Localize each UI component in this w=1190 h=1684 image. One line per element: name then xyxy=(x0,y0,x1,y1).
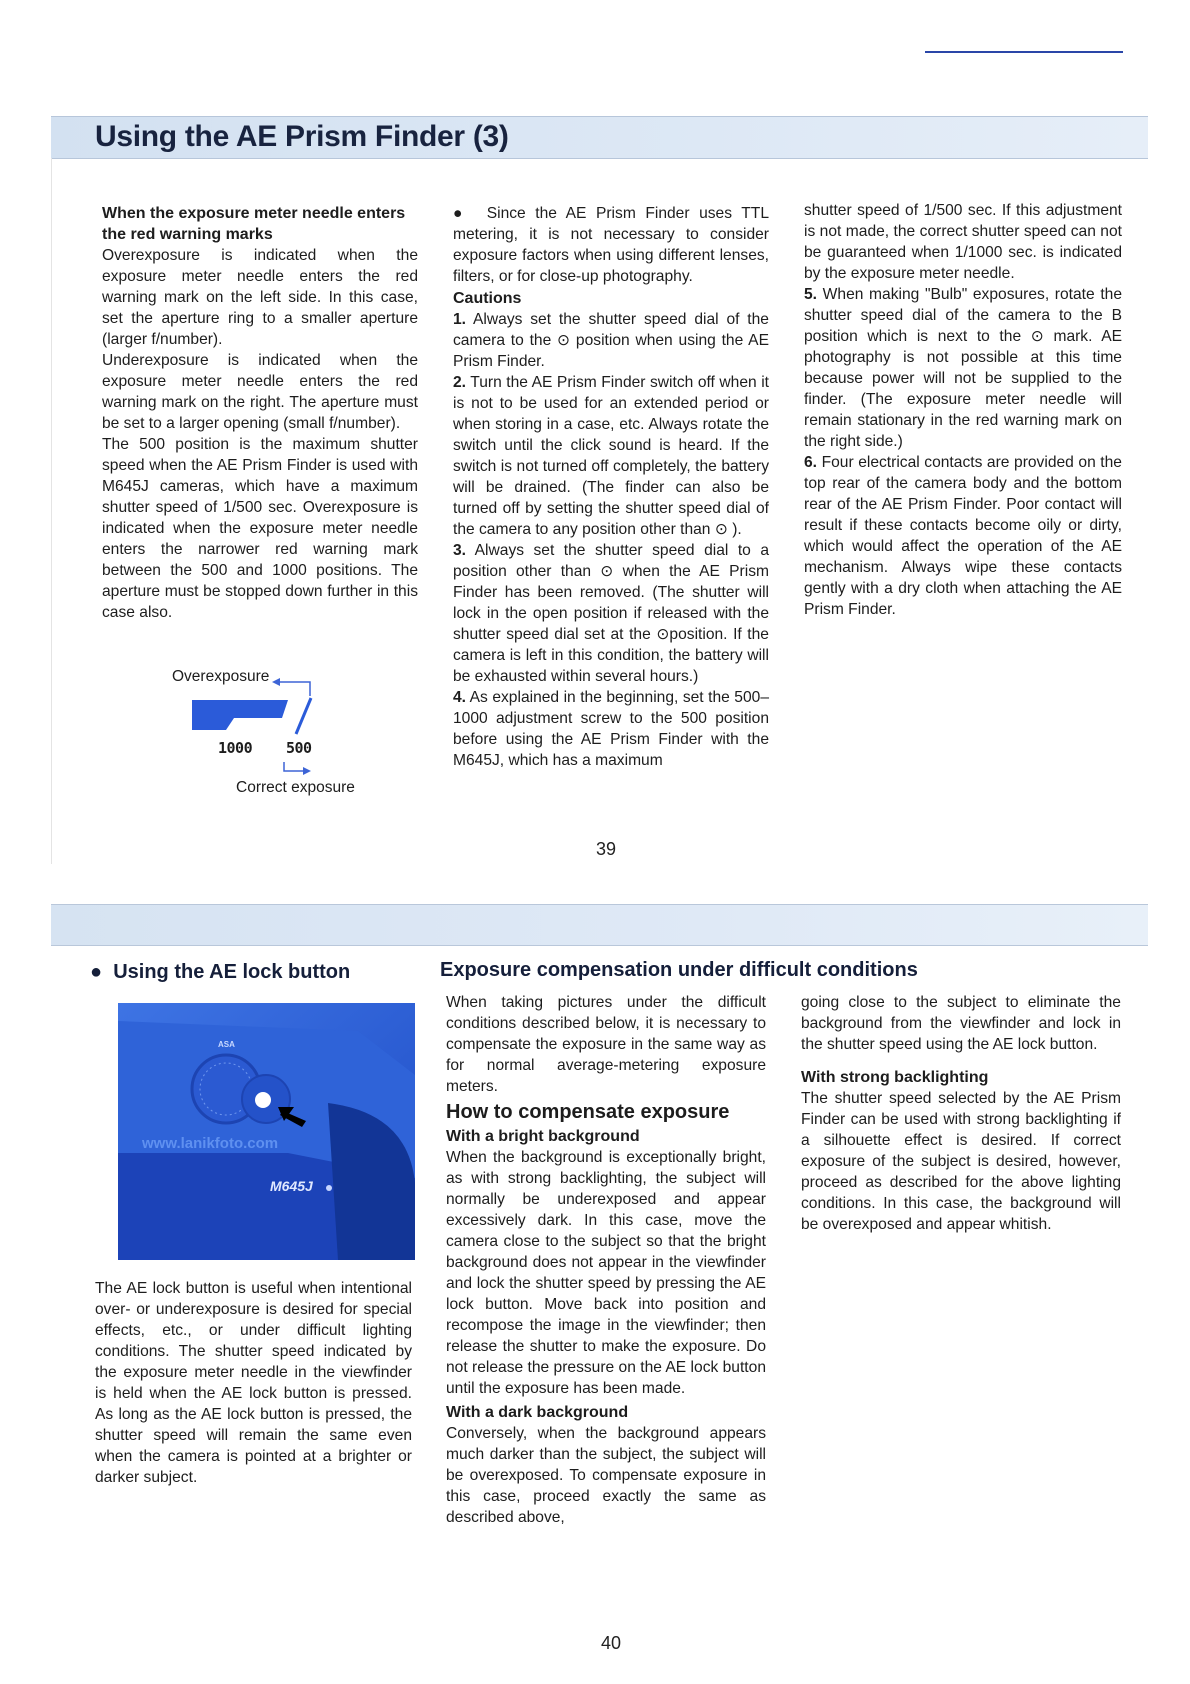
camera-photo xyxy=(118,1003,415,1260)
caution-4-continued: shutter speed of 1/500 sec. If this adjustment is not made, the correct shutter speed can not be guaranteed when 1/1000 sec. is indicated by the exposure meter needle. xyxy=(804,202,1122,282)
cautions-heading: Cautions xyxy=(453,290,522,307)
scale-500-label: 500 xyxy=(286,739,312,757)
dark-background-heading: With a dark background xyxy=(446,1404,629,1421)
section-heading: When the exposure meter needle enters the red warning marks xyxy=(102,205,406,243)
paragraph-overexposure: Overexposure is indicated when the exposure meter needle enters the red warning mark on the left side. In this case, set the aperture ring to a smaller aperture (larger f/number). xyxy=(102,247,418,348)
caution-1-number: 1. xyxy=(453,311,467,328)
caution-6-number: 6. xyxy=(804,454,818,471)
top-rule xyxy=(925,51,1123,53)
paragraph-500-position: The 500 position is the maximum shutter speed when the AE Prism Finder is used with M645J cameras, which have a maximum shutter speed of 1/500 sec. Overexposure is indicated when the exposure meter needle enters the narrower red warning mark between the 500 and 1000 positions. The aperture must be stopped down further in this case also. xyxy=(102,436,418,621)
camera-illustration xyxy=(118,1003,415,1260)
asa-label: ASA xyxy=(218,1040,235,1049)
left-margin-rule xyxy=(51,158,52,864)
caution-1-text-b: position when using the AE Prism Finder. xyxy=(453,332,769,370)
ae-lock-paragraph: The AE lock button is useful when intentional over- or underexposure is desired for special effects, etc., or under difficult lighting conditions. The shutter speed indicated by the exposure meter needle in the viewfinder is held when the AE lock button is pressed. As long as the AE lock button is pressed, the shutter speed will remain the same even when the camera is pointed at a brighter or darker subject. xyxy=(95,1280,412,1486)
auto-position-icon: ⊙ xyxy=(714,521,728,538)
model-badge: M645J xyxy=(270,1178,313,1194)
dark-background-text: Conversely, when the background appears much darker than the subject, the subject will be overexposed. To compensate exposure in this case, proceed exactly the same as described above, xyxy=(446,1425,766,1526)
auto-position-icon: ⊙ xyxy=(557,332,571,349)
ae-lock-button xyxy=(255,1092,271,1108)
bullet-dot: ● xyxy=(453,205,487,222)
caution-5-text-a: When making "Bulb" exposures, rotate the shutter speed dial of the camera to the B position which is next to the xyxy=(804,286,1123,345)
caution-1-text-a: Always set the shutter speed dial of the camera to the xyxy=(453,311,769,349)
compensation-title: Exposure compensation under difficult conditions xyxy=(440,959,918,981)
ae-lock-title xyxy=(90,961,350,984)
ae-lock-text xyxy=(95,1278,412,1488)
column-cautions-continued xyxy=(804,200,1122,620)
overexposure-label: Overexposure xyxy=(172,668,270,685)
caution-2-number: 2. xyxy=(453,374,467,391)
bright-background-text: When the background is exceptionally bright, as with strong backlighting, the subject will normally be underexposed and appear excessively dark. In this case, move the camera close to the subject so that the bright background does not appear in the viewfinder and lock the shutter speed by pressing the AE lock button. Move back into position and recompose the image in the viewfinder; then release the shutter to make the exposure. Do not release the pressure on the AE lock button until the exposure has been made. xyxy=(446,1149,766,1397)
correct-arrow-head xyxy=(303,767,311,775)
bullet-dot: ● xyxy=(90,961,114,983)
caution-3 xyxy=(453,540,769,687)
correct-exposure-label: Correct exposure xyxy=(236,779,355,796)
caution-4-number: 4. xyxy=(453,689,467,706)
section-band xyxy=(51,904,1148,946)
paragraph-underexposure: Underexposure is indicated when the exposure meter needle enters the red warning mark on the right. The aperture must be set to a larger opening (small f/number). xyxy=(102,352,418,432)
column-warning-marks xyxy=(102,203,418,623)
caution-3-number: 3. xyxy=(453,542,467,559)
page-title: Using the AE Prism Finder (3) xyxy=(95,120,509,153)
caution-3-text-c: position. If the camera is left in this condition, the battery will be exhausted within several hours.) xyxy=(453,626,769,685)
scale-1000-label: 1000 xyxy=(218,739,253,757)
title-band xyxy=(51,116,1148,159)
body-screw xyxy=(326,1185,332,1191)
over-arrow-head xyxy=(272,678,280,686)
backlighting-heading: With strong backlighting xyxy=(801,1069,989,1086)
bullet-ttl xyxy=(453,203,769,287)
intro-paragraph: When taking pictures under the difficult conditions described below, it is necessary to compensate the exposure in the same way as for normal average-metering exposure meters. xyxy=(446,994,766,1095)
caution-3-text-b: when the AE Prism Finder has been removed. (The shutter will lock in the open position if released with the shutter speed dial set at the xyxy=(453,563,769,643)
column-cautions xyxy=(453,203,769,771)
meter-needle xyxy=(296,698,311,734)
compensation-column-continued xyxy=(801,992,1121,1235)
caution-4 xyxy=(453,687,769,771)
page-number-40: 40 xyxy=(601,1633,622,1653)
dark-background-continued: going close to the subject to eliminate the background from the viewfinder and lock in the shutter speed using the AE lock button. xyxy=(801,994,1121,1053)
caution-6-text: Four electrical contacts are provided on the top rear of the camera body and the bottom rear of the AE Prism Finder. Poor contact will result if these contacts become oily or dirty, which would affect the operation of the AE mechanism. Always wipe these contacts gently with a dry cloth when attaching the AE Prism Finder. xyxy=(804,454,1122,618)
how-to-heading: How to compensate exposure xyxy=(446,1101,730,1123)
caution-4-text: As explained in the beginning, set the 500–1000 adjustment screw to the 500 position before using the AE Prism Finder with the M645J, which has a maximum xyxy=(453,689,769,769)
warning-mark-shape xyxy=(192,700,288,730)
page-number-39: 39 xyxy=(596,839,617,859)
caution-2-text-a: Turn the AE Prism Finder switch off when it is not to be used for an extended period or when storing in a case, etc. Always rotate the switch until the click sound is heard. If the switch is not turned off completely, the battery will be drained. (The finder can also be turned off by setting the shutter speed dial of the camera to any position other than xyxy=(453,374,770,538)
over-arrow-line xyxy=(276,682,310,696)
caution-1 xyxy=(453,309,769,372)
caution-5 xyxy=(804,284,1122,452)
caution-5-text-b: mark. AE photography is not possible at this time because power will not be supplied to the finder. (The exposure meter needle will remain stationary in the red warning mark on the right side.) xyxy=(804,328,1122,450)
compensation-column xyxy=(446,992,766,1528)
caution-2 xyxy=(453,372,769,540)
watermark: www.lanikfoto.com xyxy=(142,1135,279,1152)
caution-6 xyxy=(804,452,1122,620)
backlighting-text: The shutter speed selected by the AE Prism Finder can be used with strong backlighting if a silhouette effect is desired. If correct exposure of the subject is desired, however, proceed as described for the above lighting conditions. In this case, the background will be overexposed and appear whitish. xyxy=(801,1090,1121,1233)
bright-background-heading: With a bright background xyxy=(446,1128,640,1145)
caution-2-text-b: ). xyxy=(732,521,742,538)
auto-position-icon: ⊙ xyxy=(1030,328,1044,345)
meter-diagram xyxy=(168,668,428,802)
caution-3-text-a: Always set the shutter speed dial to a position other than xyxy=(453,542,769,580)
auto-position-icon: ⊙ xyxy=(656,626,670,643)
bullet-ttl-text: Since the AE Prism Finder uses TTL metering, it is not necessary to consider exposure factors when using different lenses, filters, or for close-up photography. xyxy=(453,205,770,285)
auto-position-icon: ⊙ xyxy=(600,563,614,580)
ae-lock-title-text: Using the AE lock button xyxy=(113,961,351,983)
caution-5-number: 5. xyxy=(804,286,818,303)
correct-arrow-line xyxy=(284,762,306,771)
